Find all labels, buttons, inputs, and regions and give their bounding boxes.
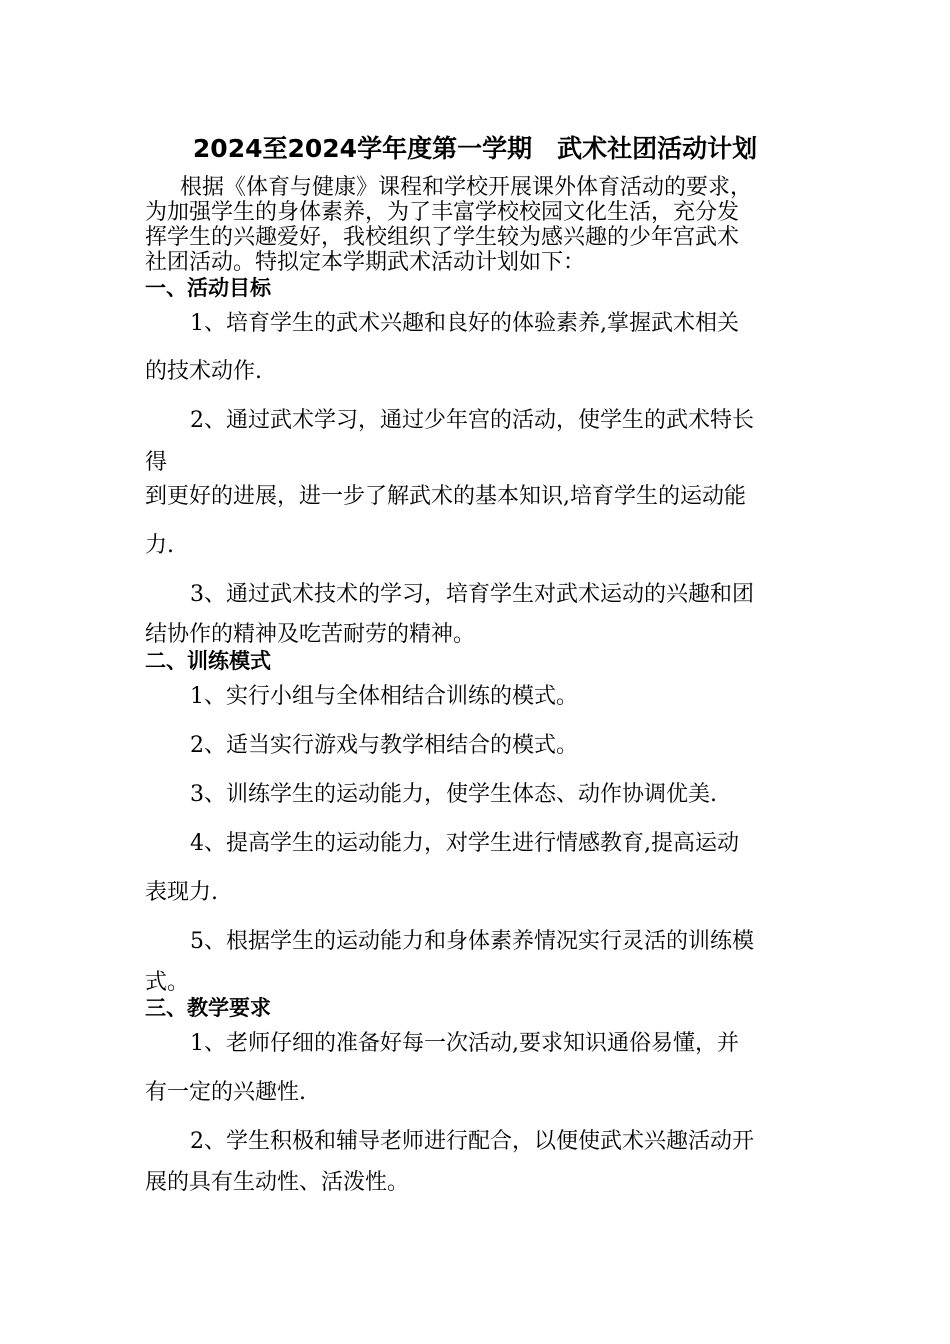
document-title: 2024至2024学年度第一学期 武术社团活动计划: [192, 134, 758, 163]
paragraph-line: 1、培育学生的武术兴趣和良好的体验素养,掌握武术相关: [190, 311, 739, 336]
paragraph-line: 3、通过武术技术的学习，培育学生对武术运动的兴趣和团: [190, 582, 754, 607]
paragraph-line: 2、学生积极和辅导老师进行配合，以便使武术兴趣活动开: [190, 1129, 754, 1154]
paragraph-line: 结协作的精神及吃苦耐劳的精神。: [145, 622, 476, 647]
paragraph-line: 1、老师仔细的准备好每一次活动,要求知识通俗易懂，并: [190, 1031, 739, 1056]
intro-line: 根据《体育与健康》课程和学校开展课外体育活动的要求，: [180, 175, 753, 200]
section-heading: 三、教学要求: [145, 996, 271, 1020]
paragraph-line: 1、实行小组与全体相结合训练的模式。: [190, 684, 578, 709]
intro-line: 社团活动。特拟定本学期武术活动计划如下：: [145, 250, 586, 275]
paragraph-line: 2、适当实行游戏与教学相结合的模式。: [190, 733, 578, 758]
paragraph-line: 有一定的兴趣性.: [145, 1080, 306, 1105]
paragraph-line: 得: [145, 450, 168, 475]
section-heading: 二、训练模式: [145, 649, 271, 673]
section-heading: 一、活动目标: [145, 276, 271, 300]
paragraph-line: 5、根据学生的运动能力和身体素养情况实行灵活的训练模: [190, 929, 754, 954]
paragraph-line: 4、提高学生的运动能力，对学生进行情感教育,提高运动: [190, 831, 739, 856]
paragraph-line: 到更好的进展，进一步了解武术的基本知识,培育学生的运动能: [145, 484, 746, 509]
intro-line: 挥学生的兴趣爱好，我校组织了学生较为感兴趣的少年宫武术: [145, 225, 740, 250]
paragraph-line: 力.: [145, 533, 174, 558]
paragraph-line: 3、训练学生的运动能力，使学生体态、动作协调优美.: [190, 782, 717, 807]
paragraph-line: 2、通过武术学习，通过少年宫的活动，使学生的武术特长: [190, 408, 754, 433]
paragraph-line: 式。: [145, 970, 190, 995]
intro-line: 为加强学生的身体素养，为了丰富学校校园文化生活，充分发: [145, 200, 740, 225]
paragraph-line: 展的具有生动性、活泼性。: [145, 1170, 410, 1195]
paragraph-line: 的技术动作.: [145, 359, 262, 384]
paragraph-line: 表现力.: [145, 880, 218, 905]
